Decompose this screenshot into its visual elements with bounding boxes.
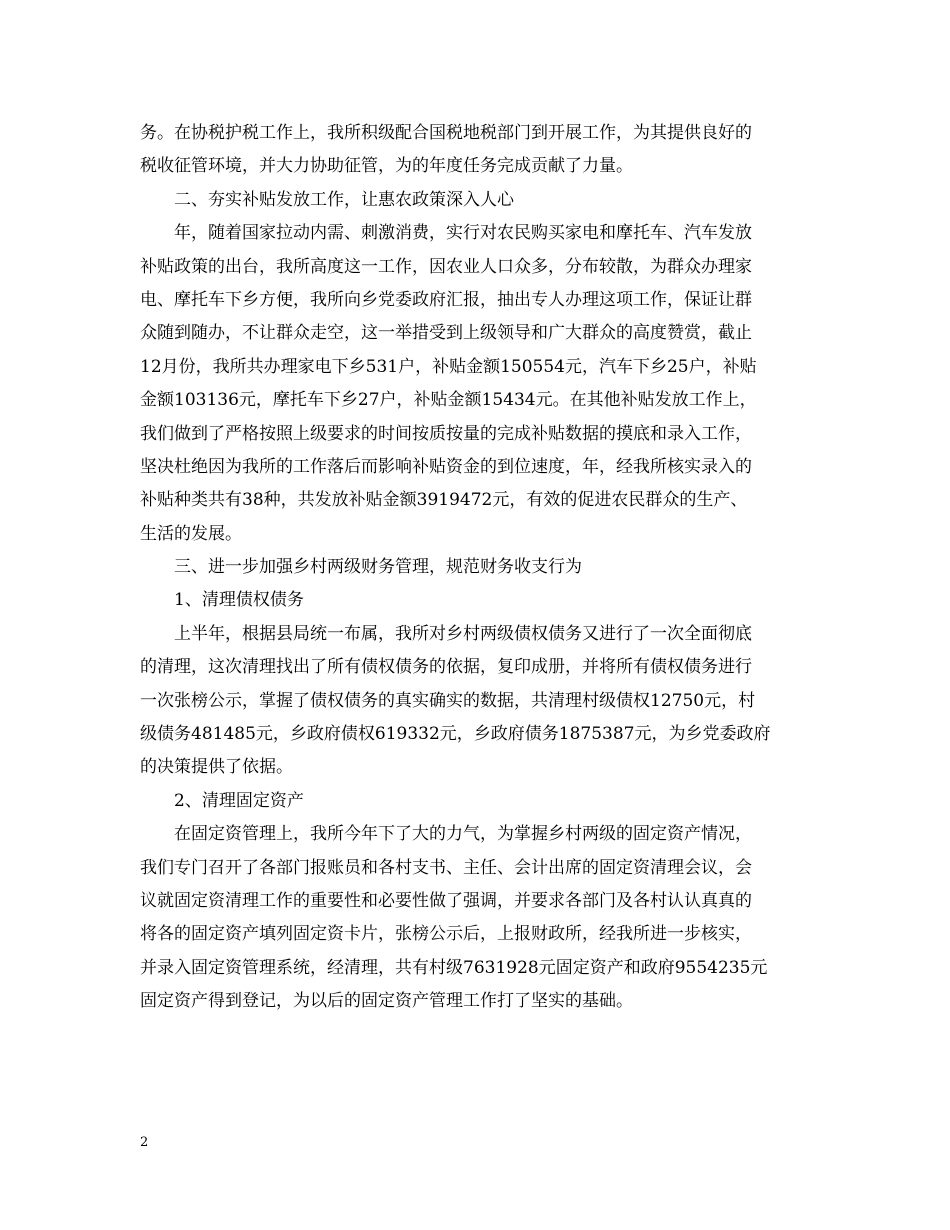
text-line: 坚决杜绝因为我所的工作落后而影响补贴资金的到位速度，年，经我所核实录入的 (140, 456, 752, 477)
text-line: 补贴种类共有38种，共发放补贴金额3919472元，有效的促进农民群众的生产、 (140, 490, 748, 511)
text-line: 上半年，根据县局统一布属，我所对乡村两级债权债务又进行了一次全面彻底 (140, 623, 752, 644)
document-body (140, 117, 812, 1019)
text-line: 年，随着国家拉动内需、刺激消费，实行对农民购买家电和摩托车、汽车发放 (140, 223, 752, 244)
text-line: 的清理，这次清理找出了所有债权债务的依据，复印成册，并将所有债权债务进行 (140, 657, 752, 678)
text-line: 我们做到了严格按照上级要求的时间按质按量的完成补贴数据的摸底和录入工作， (140, 423, 752, 444)
section-heading: 三、进一步加强乡村两级财务管理，规范财务收支行为 (140, 557, 582, 578)
text-line: 补贴政策的出台，我所高度这一工作，因农业人口众多，分布较散，为群众办理家 (140, 256, 752, 277)
text-line: 众随到随办，不让群众走空，这一举措受到上级领导和广大群众的高度赞赏，截止 (140, 323, 752, 344)
text-line: 并录入固定资管理系统，经清理，共有村级7631928元固定资产和政府9554235元 (140, 957, 768, 978)
text-line: 固定资产得到登记，为以后的固定资产管理工作打了坚实的基础。 (140, 991, 633, 1012)
text-line: 务。在协税护税工作上，我所积级配合国税地税部门到开展工作，为其提供良好的 (140, 123, 752, 143)
section-heading: 二、夯实补贴发放工作，让惠农政策深入人心 (140, 189, 514, 210)
text-line: 金额103136元，摩托车下乡27户，补贴金额15434元。在其他补贴发放工作上， (140, 390, 757, 411)
subsection-heading: 2、清理固定资产 (140, 790, 304, 811)
page-number: 2 (140, 1135, 149, 1150)
text-line: 在固定资管理上，我所今年下了大的力气，为掌握乡村两级的固定资产情况， (140, 824, 752, 845)
text-line: 生活的发展。 (140, 523, 242, 544)
text-line: 一次张榜公示，掌握了债权债务的真实确实的数据，共清理村级债权12750元，村 (140, 690, 756, 711)
text-line: 我们专门召开了各部门报账员和各村支书、主任、会计出席的固定资清理会议，会 (140, 857, 752, 878)
subsection-heading: 1、清理债权债务 (140, 590, 304, 611)
text-line: 电、摩托车下乡方便，我所向乡党委政府汇报，抽出专人办理这项工作，保证让群 (140, 289, 752, 310)
text-line: 议就固定资清理工作的重要性和必要性做了强调，并要求各部门及各村认认真真的 (140, 890, 752, 911)
text-line: 将各的固定资产填列固定资卡片，张榜公示后，上报财政所，经我所进一步核实， (140, 924, 752, 945)
text-line: 的决策提供了依据。 (140, 757, 293, 778)
text-line: 税收征管环境，并大力协助征管，为的年度任务完成贡献了力量。 (140, 156, 633, 177)
text-line: 级债务481485元，乡政府债权619332元，乡政府债务1875387元，为乡党委政府 (140, 724, 771, 745)
text-line: 12月份，我所共办理家电下乡531户，补贴金额150554元，汽车下乡25户，补贴 (140, 356, 757, 377)
